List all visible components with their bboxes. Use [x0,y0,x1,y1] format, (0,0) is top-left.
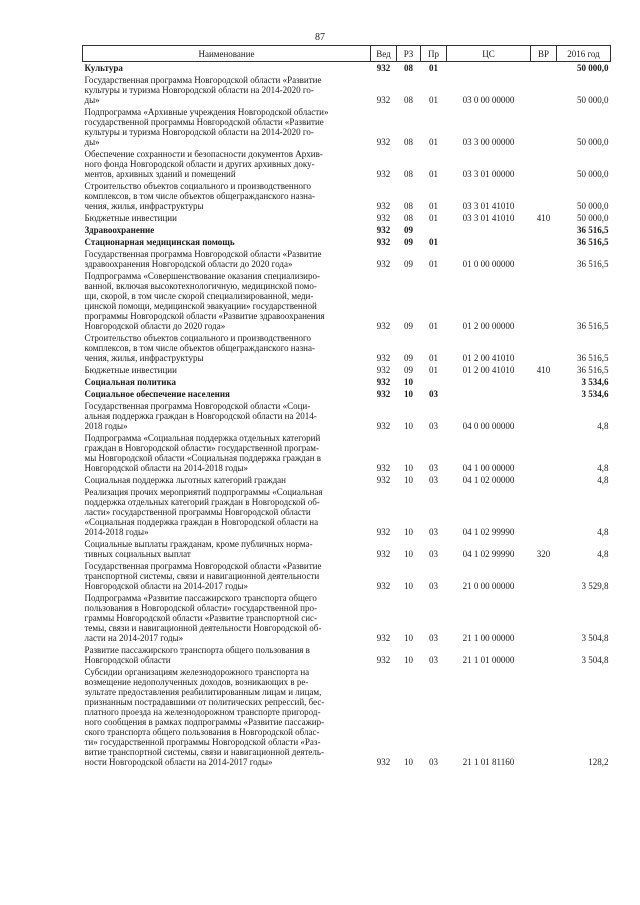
cell-vr: 320 [536,549,551,559]
cell-name: Государственная программа Новгородской области «Развитие транспортной системы, связи и навигационной деятельности Новгородской области на 2014-2017 годы» [84,561,322,591]
cell-amount: 36 516,5 [577,353,609,363]
cell-pr [421,376,447,388]
cell-amount: 36 516,5 [577,259,609,269]
cell-amount: 50 000,0 [577,137,609,147]
cell-cs [447,388,531,400]
cell-ved: 932 [376,169,391,179]
cell-name: Культура [84,63,123,73]
cell-rz: 10 [404,421,413,431]
table-row [83,332,611,364]
cell-pr: 01 [429,137,438,147]
cell-ved: 932 [376,757,391,767]
cell-ved: 932 [376,655,391,665]
table-row [83,486,611,538]
cell-pr: 01 [429,95,438,105]
cell-cs: 03 3 00 00000 [462,137,515,147]
cell-pr: 03 [429,475,438,485]
table-row [83,180,611,212]
cell-pr: 01 [429,365,438,375]
cell-amount: 3 529,8 [581,581,609,591]
table-row [83,248,611,270]
cell-pr: 01 [429,213,438,223]
cell-ved: 932 [376,633,391,643]
cell-pr: 03 [429,527,438,537]
cell-amount: 4,8 [597,549,609,559]
cell-cs: 03 3 01 00000 [462,169,515,179]
header-pr: Пр [421,46,447,62]
cell-cs: 21 1 01 81160 [462,757,515,767]
cell-ved: 932 [376,137,391,147]
cell-rz: 08 [404,63,413,73]
cell-rz: 10 [404,581,413,591]
cell-vr [531,224,557,236]
header-name: Наименование [83,46,371,62]
table-row [83,224,611,236]
cell-ved: 932 [376,63,391,73]
cell-ved: 932 [376,581,391,591]
table-row [83,592,611,644]
cell-name: Развитие пассажирского транспорта общего пользования в Новгородской области [84,645,310,665]
cell-name: Обеспечение сохранности и безопасности документов Архив- ного фонда Новгородской области и других архивных доку- ментов, архивных зданий и помещений [84,149,323,179]
table-row [83,270,611,332]
cell-rz: 10 [404,389,413,399]
cell-cs: 04 1 02 00000 [462,475,515,485]
table-row [83,432,611,474]
cell-ved: 932 [376,353,391,363]
cell-vr [531,560,557,592]
cell-pr: 03 [429,463,438,473]
cell-amount: 50 000,0 [577,169,609,179]
table-row [83,236,611,248]
cell-name: Субсидии организациям железнодорожного транспорта на возмещение недополученных доходов, возникающих в ре- зультате предоставления реабилитированным лицам и лицам, признанным пострадавшими от политических репрессий, бес- платного проезда на железнодорожном транспорте пригород- ного сообщения в рамках подпрограммы «Развитие пассажир- ского транспорта общего пользования в Новгородской облас- ти» государственной программы Новгородской области «Раз- витие транспортной системы, связи и навигационной деятель- ности Новгородской области на 2014-2017 годы» [84,667,325,767]
cell-rz: 10 [404,463,413,473]
cell-amount: 3 504,8 [581,633,609,643]
table-row [83,560,611,592]
cell-name: Строительство объектов социального и производственного комплексов, в том числе объектов общегражданского назна- чения, жилья, инфраструктуры [84,333,315,363]
cell-rz: 09 [404,365,413,375]
cell-pr: 01 [429,353,438,363]
cell-pr: 03 [429,549,438,559]
cell-ved: 932 [376,201,391,211]
cell-rz: 09 [404,321,413,331]
cell-name: Социальное обеспечение населения [84,389,230,399]
cell-vr [531,400,557,432]
cell-name: Государственная программа Новгородской области «Соци- альная поддержка граждан в Новгородской области на 2014- 2018 годы» [84,401,317,431]
table-header-row [83,46,611,62]
table-row [83,74,611,106]
cell-cs: 21 1 01 00000 [462,655,515,665]
cell-amount: 4,8 [597,527,609,537]
cell-name: Государственная программа Новгородской области «Развитие здравоохранения Новгородской области до 2020 года» [84,249,322,269]
table-row [83,400,611,432]
table-row [83,644,611,666]
cell-name: Стационарная медицинская помощь [84,237,235,247]
cell-vr [531,148,557,180]
cell-pr: 01 [429,169,438,179]
cell-vr [531,106,557,148]
cell-rz: 08 [404,95,413,105]
cell-pr: 01 [429,259,438,269]
cell-rz: 08 [404,213,413,223]
cell-ved: 932 [376,527,391,537]
cell-name: Социальные выплаты гражданам, кроме публичных норма- тивных социальных выплат [84,539,313,559]
table-row [83,538,611,560]
cell-rz: 09 [404,353,413,363]
cell-name: Строительство объектов социального и производственного комплексов, в том числе объектов общегражданского назна- чения, жилья, инфраструктуры [84,181,315,211]
table-row [83,376,611,388]
cell-vr: 410 [536,365,551,375]
cell-vr [531,644,557,666]
cell-cs: 21 1 00 00000 [462,633,515,643]
cell-vr [531,388,557,400]
cell-cs: 21 0 00 00000 [462,581,515,591]
cell-amount: 36 516,5 [577,321,609,331]
cell-ved: 932 [376,95,391,105]
cell-amount: 36 516,5 [577,365,609,375]
cell-vr [531,180,557,212]
cell-name: Подпрограмма «Архивные учреждения Новгородской области» государственной программы Новгородской области «Развитие культуры и туризма Новгородской области на 2014-2020 го- ды» [84,107,329,147]
cell-ved: 932 [376,463,391,473]
cell-name: Социальная поддержка льготных категорий граждан [84,475,286,485]
cell-rz: 10 [404,475,413,485]
cell-vr [531,270,557,332]
cell-name: Подпрограмма «Социальная поддержка отдельных категорий граждан в Новгородской области» государственной програм- мы Новгородской области «Социальная поддержка граждан в Новгородской области на 2014-2018 годы» [84,433,322,473]
cell-rz: 10 [404,527,413,537]
cell-rz: 10 [404,549,413,559]
cell-pr [421,224,447,236]
cell-amount: 36 516,5 [577,237,609,247]
cell-pr: 03 [429,389,438,399]
cell-vr [531,666,557,768]
table-row [83,388,611,400]
cell-amount: 36 516,5 [577,225,609,235]
cell-rz: 09 [404,259,413,269]
cell-cs: 03 0 00 00000 [462,95,515,105]
cell-cs: 01 2 00 41010 [462,353,515,363]
cell-amount: 50 000,0 [577,213,609,223]
header-ved: Вед [371,46,397,62]
table-row [83,364,611,376]
cell-rz: 08 [404,201,413,211]
cell-cs [447,236,531,248]
table-row [83,212,611,224]
cell-cs [447,62,531,75]
cell-rz: 09 [404,225,413,235]
cell-ved: 932 [376,213,391,223]
cell-name: Социальная политика [84,377,177,387]
cell-pr: 03 [429,421,438,431]
cell-rz: 10 [404,655,413,665]
cell-pr: 03 [429,581,438,591]
cell-amount: 50 000,0 [577,95,609,105]
cell-cs: 01 2 00 00000 [462,321,515,331]
header-vr: ВР [531,46,557,62]
cell-vr [531,376,557,388]
cell-pr: 01 [429,201,438,211]
cell-ved: 932 [376,475,391,485]
table-row [83,106,611,148]
cell-cs: 04 0 00 00000 [462,421,515,431]
cell-ved: 932 [376,237,391,247]
cell-rz: 08 [404,137,413,147]
cell-cs: 04 1 02 99990 [462,527,515,537]
cell-rz: 09 [404,237,413,247]
cell-ved: 932 [376,321,391,331]
cell-cs: 04 1 00 00000 [462,463,515,473]
cell-vr [531,486,557,538]
table-body [83,62,611,769]
cell-name: Подпрограмма «Совершенствование оказания специализиро- ванной, включая высокотехнологичную, медицинской помо- щи, скорой, в том числе скорой специализированной, меди- цинской помощи, медицинской эвакуации» государственной программы Новгородской области «Развитие здравоохранения Новгородской области до 2020 года» [84,271,325,331]
cell-cs: 03 3 01 41010 [462,213,515,223]
cell-name: Государственная программа Новгородской области «Развитие культуры и туризма Новгородской области на 2014-2020 го- ды» [84,75,322,105]
cell-pr: 01 [429,237,438,247]
cell-pr: 01 [429,63,438,73]
cell-name: Подпрограмма «Развитие пассажирского транспорта общего пользования в Новгородской области» государственной про- граммы Новгородской области «Развитие транспортной сис- темы, связи и навигационной деятельности Новгородской об- ласти на 2014-2017 годы» [84,593,322,643]
cell-amount: 3 534,6 [581,389,609,399]
header-amount: 2016 год [557,46,611,62]
cell-name: Реализация прочих мероприятий подпрограммы «Социальная поддержка отдельных категорий граждан в Новгородской об- ласти» государственной программы Новгородской области «Социальная поддержка граждан в Новгородской области на 2014-2018 годы» [84,487,323,537]
table-row [83,474,611,486]
cell-rz: 10 [404,377,413,387]
cell-rz: 10 [404,757,413,767]
cell-vr: 410 [536,213,551,223]
cell-ved: 932 [376,421,391,431]
cell-cs: 01 2 00 41010 [462,365,515,375]
cell-ved: 932 [376,549,391,559]
cell-pr: 03 [429,655,438,665]
cell-vr [531,592,557,644]
cell-vr [531,474,557,486]
cell-ved: 932 [376,225,391,235]
page-number: 87 [315,32,325,43]
cell-vr [531,332,557,364]
cell-vr [531,432,557,474]
cell-amount: 3 504,8 [581,655,609,665]
table-row [83,62,611,75]
cell-amount: 4,8 [597,421,609,431]
cell-vr [531,62,557,75]
table-row [83,666,611,768]
cell-rz: 08 [404,169,413,179]
cell-amount: 50 000,0 [577,201,609,211]
cell-name: Бюджетные инвестиции [84,213,177,223]
header-rz: РЗ [397,46,421,62]
cell-cs [447,376,531,388]
budget-table [82,45,611,768]
cell-cs: 01 0 00 00000 [462,259,515,269]
cell-pr: 03 [429,757,438,767]
cell-amount: 128,2 [588,757,609,767]
cell-cs: 04 1 02 99990 [462,549,515,559]
cell-amount: 3 534,6 [581,377,609,387]
cell-ved: 932 [376,377,391,387]
cell-amount: 4,8 [597,463,609,473]
cell-vr [531,74,557,106]
cell-name: Бюджетные инвестиции [84,365,177,375]
cell-cs [447,224,531,236]
header-cs: ЦС [447,46,531,62]
cell-ved: 932 [376,389,391,399]
cell-rz: 10 [404,633,413,643]
table-row [83,148,611,180]
cell-amount: 50 000,0 [577,63,609,73]
cell-cs: 03 3 01 41010 [462,201,515,211]
cell-name: Здравоохранение [84,225,155,235]
cell-ved: 932 [376,259,391,269]
cell-vr [531,248,557,270]
cell-ved: 932 [376,365,391,375]
cell-pr: 01 [429,321,438,331]
cell-pr: 03 [429,633,438,643]
cell-vr [531,236,557,248]
cell-amount: 4,8 [597,475,609,485]
